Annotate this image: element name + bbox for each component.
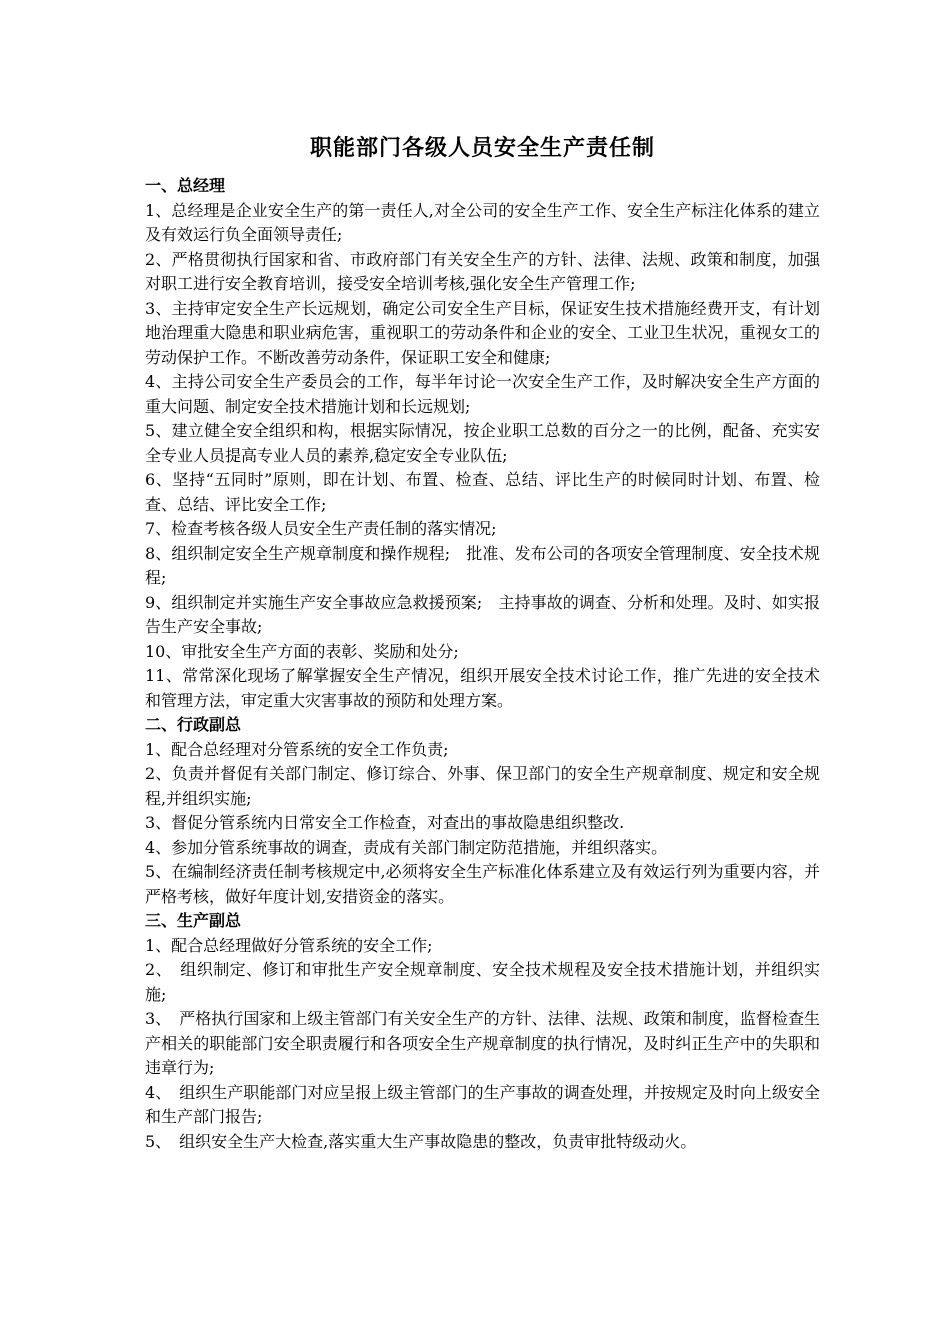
clause-paragraph: 2、严格贯彻执行国家和省、市政府部门有关安全生产的方针、法律、法规、政策和制度，加强对职工进行安全教育培训，接受安全培训考核,强化安全生产管理工作; xyxy=(145,249,820,293)
clause-paragraph: 4、 组织生产职能部门对应呈报上级主管部门的生产事故的调查处理，并按规定及时向上级安全和生产部门报告; xyxy=(145,1082,820,1126)
clause-paragraph: 5、建立健全安全组织和构，根据实际情况，按企业职工总数的百分之一的比例，配备、充实安全专业人员提高专业人员的素养,稳定安全专业队伍; xyxy=(145,421,820,465)
clause-paragraph: 3、 严格执行国家和上级主管部门有关安全生产的方针、法律、法规、政策和制度，监督检查生产相关的职能部门安全职责履行和各项安全生产规章制度的执行情况，及时纠正生产中的失职和违章行为; xyxy=(145,1009,820,1077)
clause-paragraph: 1、配合总经理做好分管系统的安全工作; xyxy=(145,935,433,955)
section-production-deputy xyxy=(145,909,820,1154)
clause-paragraph: 11、常常深化现场了解掌握安全生产情况，组织开展安全技术讨论工作，推广先进的安全技术和管理方法，审定重大灾害事故的预防和处理方案。 xyxy=(145,666,820,710)
clause-paragraph: 2、 组织制定、修订和审批生产安全规章制度、安全技术规程及安全技术措施计划，并组织实施; xyxy=(145,960,820,1004)
section-heading: 三、生产副总 xyxy=(145,911,242,930)
document-title: 职能部门各级人员安全生产责任制 xyxy=(309,136,655,161)
section-admin-deputy xyxy=(145,713,820,909)
document-page xyxy=(145,132,820,1154)
clause-paragraph: 4、参加分管系统事故的调查，责成有关部门制定防范措施，并组织落实。 xyxy=(145,837,668,857)
clause-paragraph: 3、督促分管系统内日常安全工作检查，对查出的事故隐患组织整改. xyxy=(145,813,625,832)
clause-paragraph: 8、组织制定安全生产规章制度和操作规程; 批准、发布公司的各项安全管理制度、安全技术规程; xyxy=(145,543,820,587)
clause-paragraph: 9、组织制定并实施生产安全事故应急救援预案; 主持事故的调查、分析和处理。及时、如实报告生产安全事故; xyxy=(145,592,820,636)
clause-paragraph: 10、审批安全生产方面的表彰、奖励和处分; xyxy=(145,641,459,661)
clause-paragraph: 5、 组织安全生产大检查,落实重大生产事故隐患的整改，负责审批特级动火。 xyxy=(145,1131,697,1151)
clause-paragraph: 7、检查考核各级人员安全生产责任制的落实情况; xyxy=(145,519,497,538)
clause-paragraph: 1、配合总经理对分管系统的安全工作负责; xyxy=(145,739,449,759)
clause-paragraph: 4、主持公司安全生产委员会的工作，每半年讨论一次安全生产工作，及时解决安全生产方面的重大问题、制定安全技术措施计划和长远规划; xyxy=(145,372,820,416)
clause-paragraph: 6、坚持“五同时”原则，即在计划、布置、检查、总结、评比生产的时候同时计划、布置、检查、总结、评比安全工作; xyxy=(145,470,820,514)
clause-paragraph: 1、总经理是企业安全生产的第一责任人,对全公司的安全生产工作、安全生产标注化体系的建立及有效运行负全面领导责任; xyxy=(145,200,820,244)
section-heading: 一、总经理 xyxy=(145,176,226,195)
clause-paragraph: 3、主持审定安全生产长远规划，确定公司安全生产目标，保证安生技术措施经费开支，有计划地治理重大隐患和职业病危害，重视职工的劳动条件和企业的安全、工业卫生状况，重视女工的劳动保护工作。不断改善劳动条件，保证职工安全和健康; xyxy=(145,298,820,367)
section-heading: 二、行政副总 xyxy=(145,715,242,734)
clause-paragraph: 5、在编制经济责任制考核规定中,必须将安全生产标准化体系建立及有效运行列为重要内容，并严格考核，做好年度计划,安措资金的落实。 xyxy=(145,862,820,906)
section-general-manager xyxy=(145,174,820,713)
clause-paragraph: 2、负责并督促有关部门制定、修订综合、外事、保卫部门的安全生产规章制度、规定和安全规程,并组织实施; xyxy=(145,764,820,808)
